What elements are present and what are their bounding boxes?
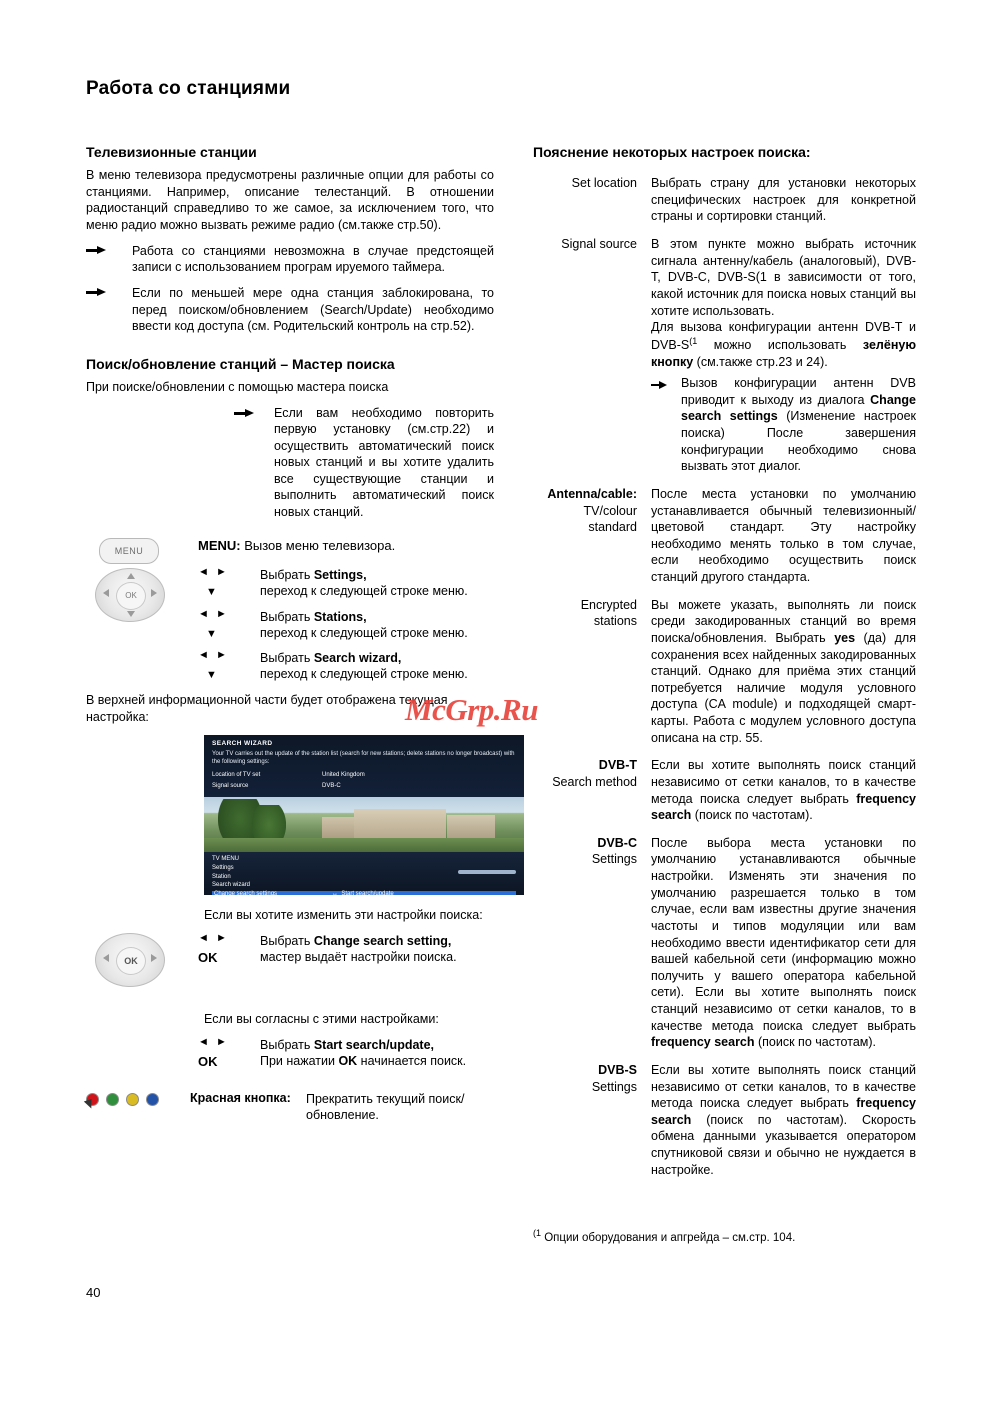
- setting-term-line1: Encrypted: [580, 597, 637, 612]
- subnote-bold: Change search settings: [681, 392, 916, 424]
- arrow-icon: [651, 375, 681, 475]
- left-right-keys-icon[interactable]: ◄ ►: [198, 932, 229, 944]
- desc-pre: Если вы хотите выполнять поиск станций независимо от сетки каналов, то в качестве метода поиска следует выбрать: [651, 758, 916, 806]
- change-step-rest: мастер выдаёт настройки поиска.: [260, 950, 457, 965]
- desc-bold: yes: [834, 630, 856, 645]
- setting-description-text-2: Для вызова конфигурации антенн DVB-T и DVB-S: [651, 320, 916, 352]
- page-number: 40: [86, 1285, 101, 1300]
- section-paragraph-tv-stations: В меню телевизора предусмотрены различные опции для работы со станциями. Например, описание телестанций. В отношении радиостанций справедливо то же самое, за исключением того, что меню радио можно вызвать режиме радио (см.также стр.50).: [86, 168, 494, 233]
- menu-button-icon[interactable]: MENU: [99, 538, 159, 564]
- agree-step-rest-pre: При нажатии: [260, 1053, 339, 1068]
- setting-subnote: [651, 375, 916, 475]
- note-text: Если по меньшей мере одна станция заблокирована, то перед поиском/обновлением (Search/Update) необходимо ввести код доступа (см. Родительский контроль на стр.52).: [132, 285, 494, 334]
- step-lead: Выбрать: [260, 609, 314, 624]
- step-search-wizard: [198, 650, 494, 683]
- dpad-icon[interactable]: [95, 568, 165, 622]
- desc-pre: Если вы хотите выполнять поиск станций независимо от сетки каналов, то в качестве метода поиска следует выбрать: [651, 1062, 916, 1111]
- setting-term-line3: standard: [588, 520, 637, 535]
- dpad-icon[interactable]: [95, 933, 165, 987]
- tv-row-label: Location of TV set: [212, 771, 261, 778]
- tv-panel-description: Your TV carries out the update of the station list (search for new stations; delete stations no longer broadcast) with the following settings:: [212, 751, 515, 766]
- setting-term-line2: Settings: [591, 852, 637, 867]
- step-stations: [198, 609, 494, 642]
- blue-button-icon[interactable]: [146, 1093, 159, 1106]
- setting-description-bold: зелёную кнопку: [651, 337, 916, 369]
- wizard-note-text: Если вам необходимо повторить первую установку (см.стр.22) и осуществить автоматический поиск новых станций и вы хотите удалить все существующие станции и выполнить автоматический поиск новых станций.: [274, 405, 494, 519]
- green-button-icon[interactable]: [106, 1093, 119, 1106]
- section-paragraph-search-wizard: При поиске/обновлении с помощью мастера поиска: [86, 380, 389, 394]
- step-lead: Выбрать: [260, 651, 314, 666]
- settings-definition-list: [533, 175, 916, 1178]
- down-key-icon[interactable]: ▼: [206, 627, 217, 640]
- left-column: [86, 143, 515, 1124]
- setting-term: [533, 757, 651, 824]
- setting-row-set-location: [533, 175, 916, 225]
- step-lead: Выбрать: [260, 568, 314, 583]
- navigation-keys[interactable]: [198, 567, 260, 600]
- tv-option-start-search[interactable]: ↔ Start search/update: [332, 891, 394, 896]
- setting-term: [533, 486, 651, 586]
- tv-info-panel: [204, 735, 524, 797]
- step-rest: переход к следующей строке меню.: [260, 625, 468, 640]
- left-right-keys-icon[interactable]: ◄ ►: [198, 1035, 229, 1048]
- footnote-marker: (1: [689, 335, 698, 346]
- setting-term-line1: DVB-C: [597, 835, 637, 850]
- note-item: [86, 243, 494, 276]
- setting-row-antenna-cable: [533, 486, 916, 586]
- subnote-pre: Вызов конфигурации антенн DVB приводит к выходу из диалога: [681, 376, 916, 407]
- step-bold: Stations,: [313, 609, 367, 624]
- setting-description: После места установки по умолчанию устанавливается обычный телевизионный/цветовой стандарт. Эту настройку необходимо менять только в том случае, если необходимо осуществить поиск станций другого стандарта.: [651, 486, 916, 585]
- setting-description-text-3: можно использовать: [697, 337, 863, 352]
- change-step-text: [260, 933, 494, 966]
- note-text: Работа со станциями невозможна в случае предстоящей записи с использованием програм ируемого таймера.: [132, 243, 494, 275]
- remote-ok-block: [86, 933, 494, 1003]
- navigation-keys[interactable]: [198, 933, 260, 966]
- subnote-post: (Изменение настроек поиска) После завершения конфигурации необходимо снова вызвать этот диалог.: [681, 409, 916, 474]
- agree-step-lead: Выбрать: [260, 1037, 314, 1052]
- setting-description: Выбрать страну для установки некоторых специфических настроек для конкретной страны и сортировки станций.: [651, 176, 916, 224]
- menu-key-label: MENU:: [198, 538, 241, 554]
- desc-bold: frequency search: [651, 791, 916, 823]
- setting-term: [533, 835, 651, 1051]
- footnote-marker: (1: [533, 1228, 542, 1238]
- desc-post: (поиск по частотам).: [691, 808, 813, 823]
- red-button-row: [86, 1091, 494, 1124]
- section-heading-tv-stations: Телевизионные станции: [86, 144, 257, 160]
- change-settings-paragraph: Если вы хотите изменить эти настройки поиска:: [204, 908, 483, 923]
- setting-description: [651, 835, 916, 1051]
- desc-post: (да) для сохранения всех найденных закодированных станций. Однако для приёма этих станций потребуется наличие модуля условного доступа (CA module) и подходящей смарт-карты. Работа с модулем условного доступа описана на стр. 55.: [651, 630, 916, 745]
- navigation-keys[interactable]: [198, 650, 260, 683]
- setting-description: [651, 597, 916, 747]
- ok-key-label[interactable]: OK: [198, 1053, 218, 1069]
- tv-row-value: United Kingdom: [322, 771, 365, 778]
- right-column: [533, 143, 916, 1189]
- desc-post: (поиск по частотам). Скорость обмена данными указывается оператором спутниковой связи и обычно не нуждается в настройке.: [651, 1112, 916, 1177]
- setting-row-encrypted-stations: [533, 597, 916, 747]
- down-key-icon[interactable]: ▼: [206, 586, 217, 599]
- desc-pre-2: Если вы хотите выполнять поиск станций независимо от сетки каналов, то в качестве метода поиска следует выбрать: [651, 985, 917, 1033]
- step-bold: Search wizard,: [313, 651, 402, 666]
- step-text: [260, 609, 494, 642]
- tv-row-value: DVB-C: [322, 782, 341, 789]
- change-step-bold: Change search setting,: [313, 934, 452, 948]
- tv-menu-item[interactable]: Settings: [212, 865, 234, 872]
- left-right-keys-icon[interactable]: ◄ ►: [198, 566, 229, 579]
- change-step-lead: Выбрать: [260, 934, 314, 948]
- remote-menu-block: [86, 538, 494, 688]
- setting-term: Set location: [571, 176, 637, 191]
- tv-menu-panel: [204, 852, 524, 895]
- wizard-note: [86, 405, 494, 521]
- tv-screenshot: [204, 735, 524, 895]
- ok-button-icon[interactable]: OK: [116, 947, 146, 975]
- red-button-description: Прекратить текущий поиск/обновление.: [306, 1092, 465, 1123]
- tv-option-change-search-settings[interactable]: Change search settings: [214, 891, 278, 896]
- setting-term-line2: stations: [593, 614, 637, 629]
- tv-background-photo: [204, 797, 524, 852]
- desc-post-2: (поиск по частотам).: [754, 1035, 876, 1050]
- setting-row-signal-source: [533, 236, 916, 475]
- step-text: [260, 567, 494, 600]
- setting-term-line2: Settings: [591, 1079, 637, 1094]
- tv-menu-item[interactable]: Search wizard: [212, 882, 251, 889]
- step-text: [260, 650, 494, 683]
- setting-row-dvb-c: [533, 835, 916, 1051]
- color-buttons[interactable]: [86, 1091, 190, 1109]
- desc-bold: frequency search: [651, 1096, 916, 1127]
- tv-panel-row-2: [212, 783, 516, 789]
- change-step: [198, 933, 494, 966]
- down-key-icon[interactable]: ▼: [206, 669, 217, 682]
- menu-invoke-line: [198, 538, 494, 553]
- setting-row-dvb-t: [533, 757, 916, 824]
- agree-step-ok: OK: [338, 1053, 358, 1068]
- tv-menu-item[interactable]: Station: [212, 873, 231, 880]
- tv-panel-row-1: [212, 772, 516, 778]
- step-bold: Settings,: [313, 568, 367, 583]
- agree-step-bold: Start search/update,: [313, 1037, 435, 1052]
- setting-term-line1: Antenna/cable:: [547, 486, 637, 501]
- footnote-text: Опции оборудования и апгрейда – см.стр. 104.: [541, 1231, 796, 1244]
- left-right-keys-icon[interactable]: ◄ ►: [198, 649, 229, 662]
- section-heading-search-wizard: Поиск/обновление станций – Мастер поиска: [86, 355, 395, 372]
- setting-term-line1: DVB-S: [598, 1062, 637, 1077]
- step-rest: переход к следующей строке меню.: [260, 584, 468, 599]
- after-steps-paragraph: В верхней информационной части будет отображена текущая настройка:: [86, 693, 448, 724]
- menu-steps: [198, 538, 494, 683]
- setting-subnote-text: [681, 375, 916, 475]
- agree-step-text: [260, 1037, 494, 1070]
- setting-description-text-4: (см.также стр.23 и 24).: [693, 354, 828, 369]
- setting-term-line1: DVB-T: [598, 758, 637, 773]
- desc-main: После выбора места установки по умолчанию устанавливаются обычные настройки. Изменять эти значения по умолчанию разрешается только в том случае, если вам известны другие значения частоты и типов модуляции или вам необходимо ввести идентификатор сети для вашей кабельной сети (информацию можно получить у вашего оператора кабельной сети).: [651, 835, 916, 1000]
- tv-menu-item[interactable]: TV MENU: [212, 856, 239, 863]
- red-button-icon[interactable]: [86, 1093, 99, 1106]
- setting-description-text: В этом пункте можно выбрать источник сигнала антенну/кабель (аналоговый), DVB-T, DVB-C, DVB-S(1 в зависимости от того, какой источник для поиска новых станций вы хотите использовать.: [651, 237, 916, 318]
- setting-description: [651, 757, 916, 824]
- navigation-keys[interactable]: [198, 1037, 260, 1070]
- ok-button-icon[interactable]: OK: [116, 582, 146, 610]
- step-settings: [198, 567, 494, 600]
- arrow-icon: [86, 243, 132, 258]
- setting-term: Signal source: [561, 237, 637, 252]
- setting-description: [651, 1062, 916, 1178]
- agree-step: [198, 1037, 494, 1070]
- step-rest: переход к следующей строке меню.: [260, 667, 468, 682]
- arrow-icon: [86, 285, 132, 300]
- tv-row-label: Signal source: [212, 782, 249, 789]
- arrow-icon: [234, 405, 274, 521]
- menu-key-text: Вызов меню телевизора.: [240, 538, 396, 554]
- setting-term-line2: Search method: [552, 774, 637, 789]
- setting-term: [533, 1062, 651, 1178]
- agree-step-rest-post: начинается поиск.: [357, 1053, 467, 1068]
- desc-bold-2: frequency search: [651, 1035, 755, 1050]
- setting-term: [533, 597, 651, 747]
- red-button-label: Красная кнопка:: [190, 1091, 291, 1106]
- ok-key-label[interactable]: OK: [198, 950, 218, 965]
- footnote: [533, 1228, 933, 1244]
- setting-term-line2: TV/colour: [583, 503, 637, 518]
- setting-description: [651, 236, 916, 475]
- yellow-button-icon[interactable]: [126, 1093, 139, 1106]
- note-item: [86, 285, 494, 335]
- section-heading-search-settings: Пояснение некоторых настроек поиска:: [533, 144, 811, 160]
- tv-menu-selected-row[interactable]: [212, 891, 516, 895]
- desc-pre: Вы можете указать, выполнять ли поиск среди закодированных станций во время поиска/обновления. Выбрать: [651, 597, 916, 645]
- tv-progress-bar: [458, 870, 516, 874]
- tv-panel-title: SEARCH WIZARD: [212, 740, 273, 748]
- watermark: McGrp.Ru: [405, 692, 538, 727]
- left-right-keys-icon[interactable]: ◄ ►: [198, 607, 229, 620]
- setting-row-dvb-s: [533, 1062, 916, 1178]
- agree-paragraph: Если вы согласны с этими настройками:: [204, 1012, 439, 1026]
- page-title: Работа со станциями: [86, 78, 291, 99]
- navigation-keys[interactable]: [198, 609, 260, 642]
